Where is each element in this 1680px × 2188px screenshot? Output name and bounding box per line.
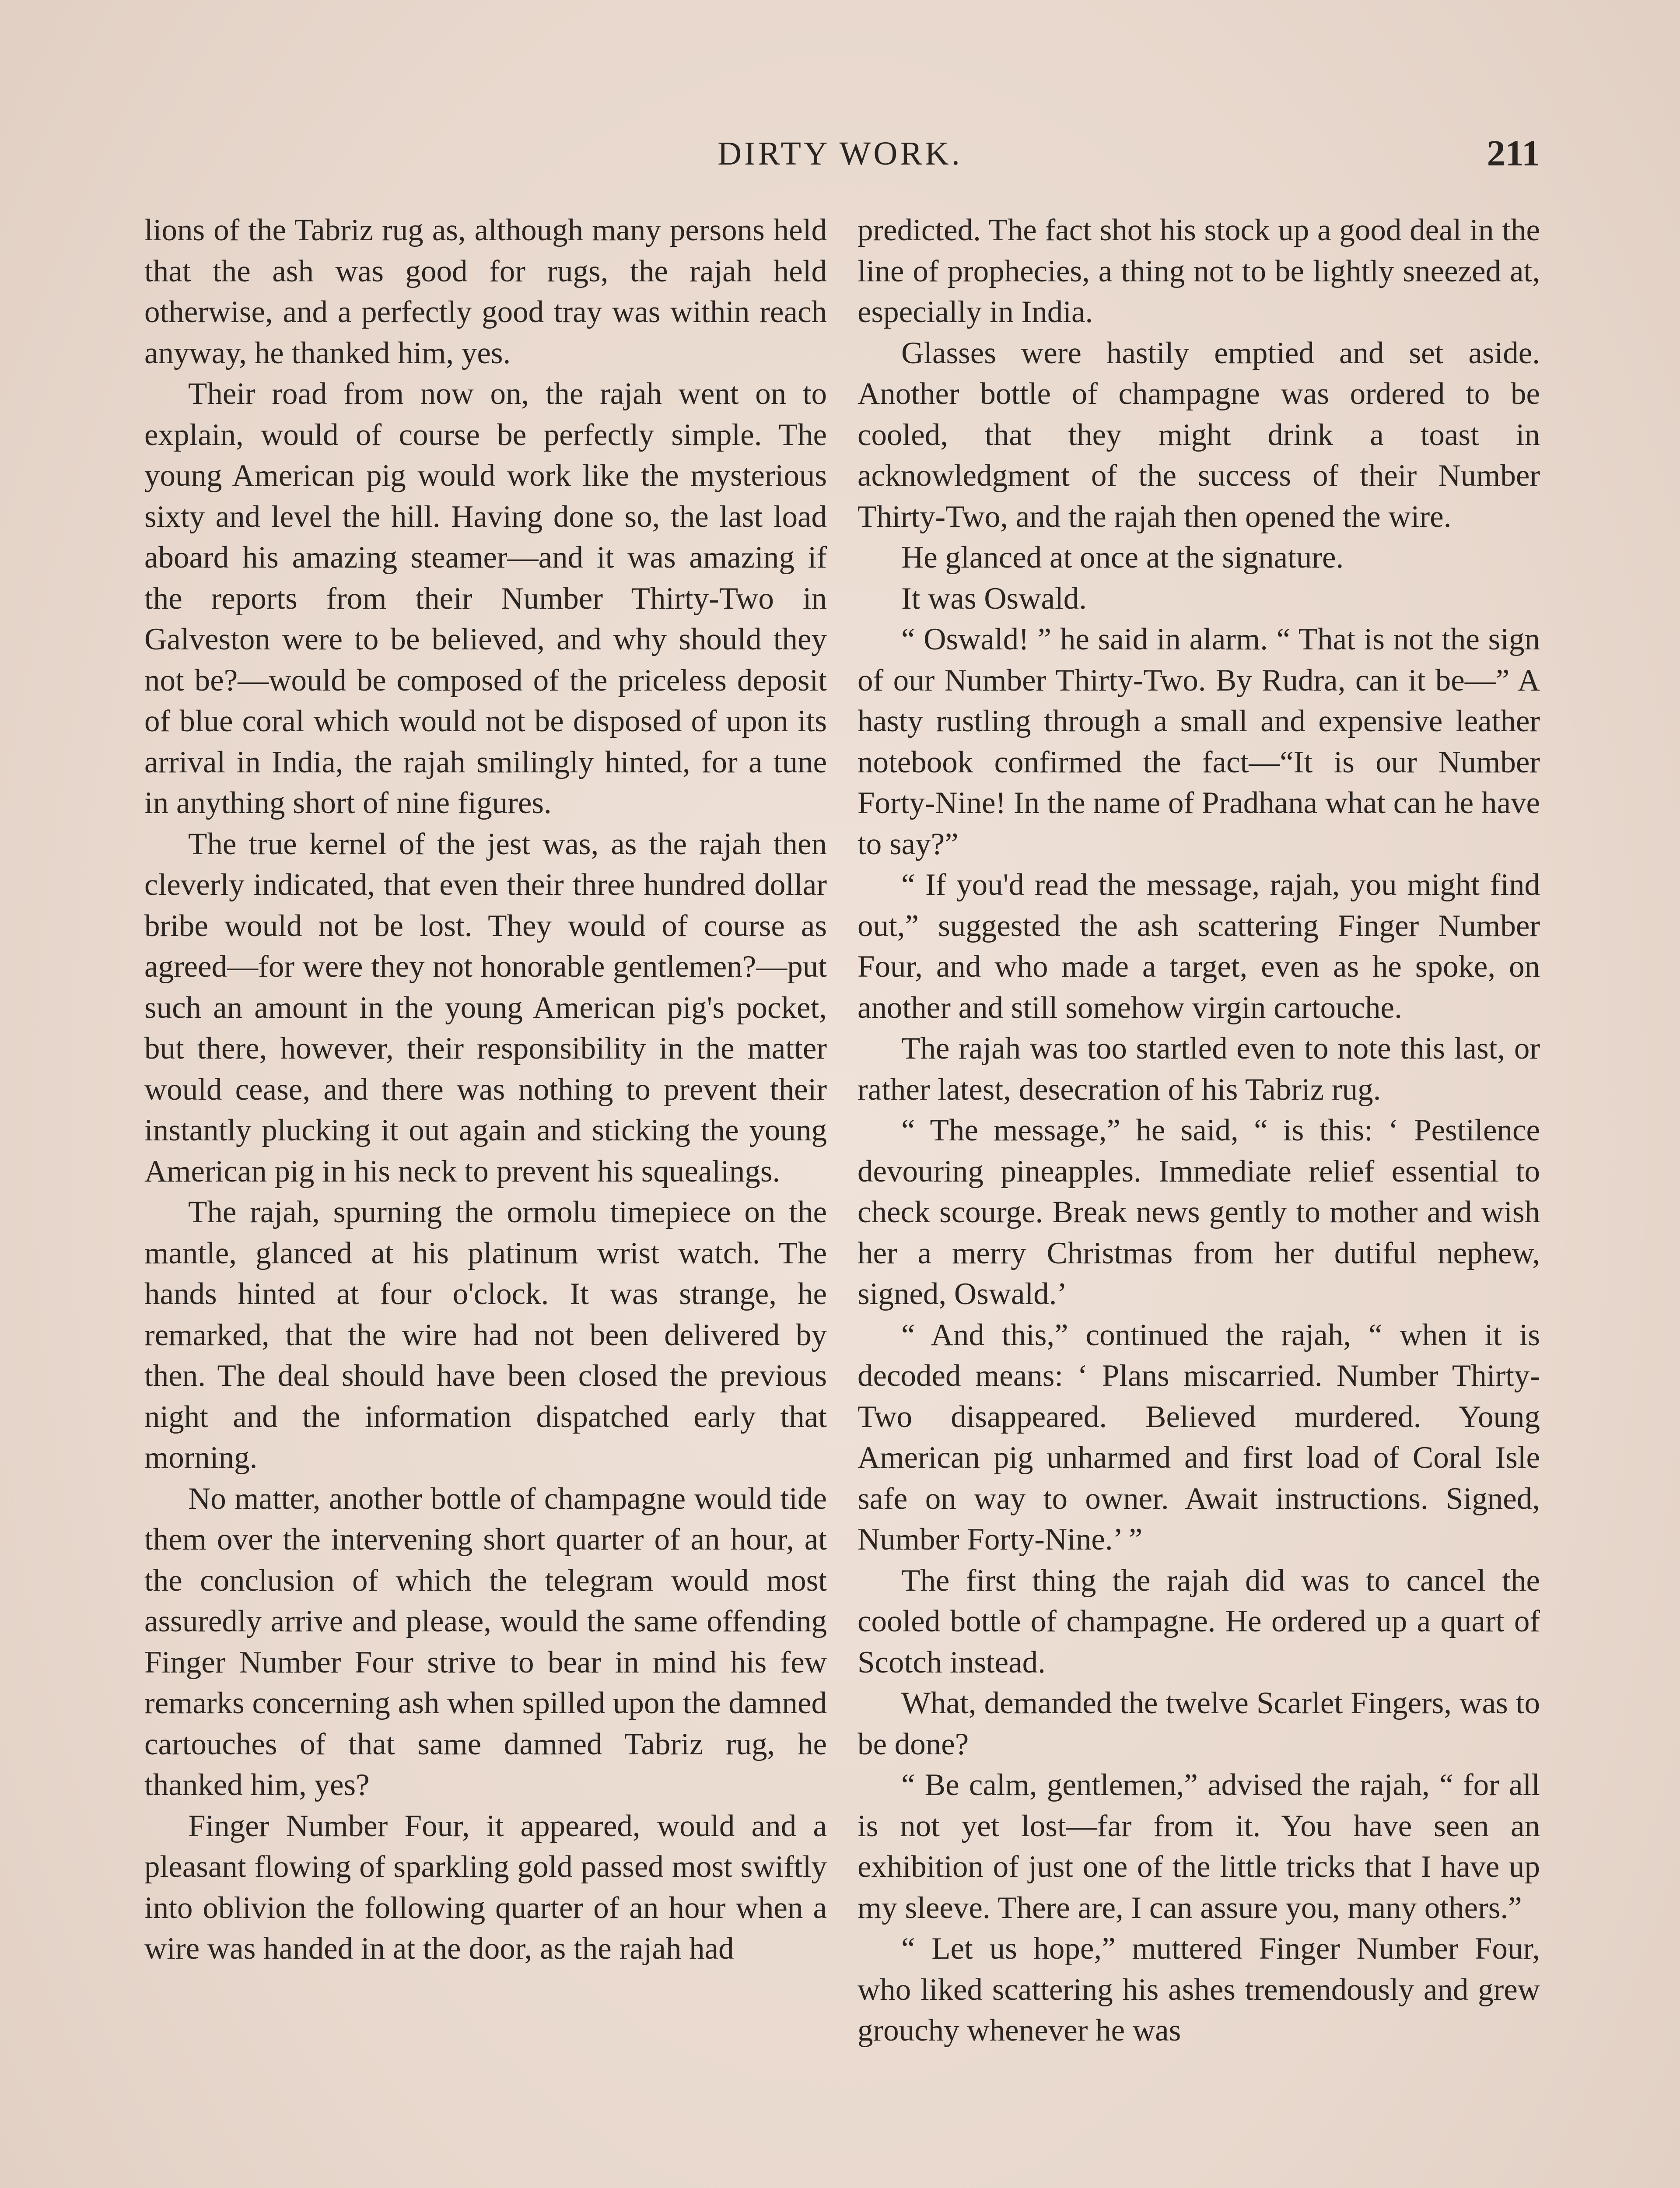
page-header xyxy=(140,130,1540,178)
paragraph: Their road from now on, the rajah went on to explain, would of course be perfectly simple. The young American pig would work like the mysterious sixty and level the hill. Having done so, the last load aboard his amazing steamer—and it was amazing if the reports from their Number Thirty-Two in Galveston were to be believed, and why should they not be?—would be composed of the priceless deposit of blue coral which would not be disposed of upon its arrival in India, the rajah smilingly hinted, for a tune in anything short of nine figures. xyxy=(144,377,827,820)
paragraph: What, demanded the twelve Scarlet Fingers, was to be done? xyxy=(858,1686,1540,1761)
paragraph: “ And this,” continued the rajah, “ when it is decoded means: ‘ Plans miscarried. Number Thirty-Two disappeared. Believed murdered. Young American pig unharmed and first load of Coral Isle safe on way to owner. Await instructions. Signed, Number Forty-Nine.’ ” xyxy=(858,1318,1540,1557)
paragraph: “ If you'd read the message, rajah, you might find out,” suggested the ash scattering Finger Number Four, and who made a target, even as he spoke, on another and still somehow virgin cartouche. xyxy=(858,868,1540,1025)
paragraph: The true kernel of the jest was, as the rajah then cleverly indicated, that even their three hundred dollar bribe would not be lost. They would of course as agreed—for were they not honorable gentlemen?—put such an amount in the young American pig's pocket, but there, however, their responsibility in the matter would cease, and there was nothing to prevent their instantly plucking it out again and sticking the young American pig in his neck to prevent his squealings. xyxy=(144,827,827,1189)
paragraph: It was Oswald. xyxy=(901,581,1087,616)
left-column xyxy=(144,210,827,2188)
page-number: 211 xyxy=(1487,133,1540,174)
paragraph: “ Oswald! ” he said in alarm. “ That is not the sign of our Number Thirty-Two. By Rudra, can it be—” A hasty rustling through a small and expensive leather notebook confirmed the fact—“It is our Number Forty-Nine! In the name of Pradhana what can he have to say?” xyxy=(858,622,1540,861)
paragraph: lions of the Tabriz rug as, although many persons held that the ash was good for rugs, the rajah held otherwise, and a perfectly good tray was within reach anyway, he thanked him, yes. xyxy=(144,213,827,370)
paragraph: The first thing the rajah did was to cancel the cooled bottle of champagne. He ordered up a quart of Scotch instead. xyxy=(858,1563,1540,1680)
paragraph: “ Be calm, gentlemen,” advised the rajah, “ for all is not yet lost—far from it. You have seen an exhibition of just one of the little tricks that I have up my sleeve. There are, I can assure you, many others.” xyxy=(858,1768,1540,1925)
paragraph: “ Let us hope,” muttered Finger Number Four, who liked scattering his ashes tremendously and grew grouchy whenever he was xyxy=(858,1932,1540,2048)
paragraph: He glanced at once at the signature. xyxy=(901,540,1344,575)
paragraph: “ The message,” he said, “ is this: ‘ Pestilence devouring pineapples. Immediate relief essential to check scourge. Break news gently to mother and wish her a merry Christmas from her dutiful nephew, signed, Oswald.’ xyxy=(858,1113,1540,1311)
paragraph: predicted. The fact shot his stock up a good deal in the line of prophecies, a thing not to be lightly sneezed at, especially in India. xyxy=(858,213,1540,329)
paragraph: The rajah, spurning the ormolu timepiece on the mantle, glanced at his platinum wrist watch. The hands hinted at four o'clock. It was strange, he remarked, that the wire had not been delivered by then. The deal should have been closed the previous night and the information dispatched early that morning. xyxy=(144,1195,827,1475)
paragraph: No matter, another bottle of champagne would tide them over the intervening short quarter of an hour, at the conclusion of which the telegram would most assuredly arrive and please, would the same offending Finger Number Four strive to bear in mind his few remarks concerning ash when spilled upon the damned cartouches of that same damned Tabriz rug, he thanked him, yes? xyxy=(144,1481,827,1802)
paragraph: Finger Number Four, it appeared, would and a pleasant flowing of sparkling gold passed most swiftly into oblivion the following quarter of an hour when a wire was handed in at the door, as the rajah had xyxy=(144,1809,827,1966)
right-column xyxy=(858,210,1540,2188)
paragraph: The rajah was too startled even to note this last, or rather latest, desecration of his Tabriz rug. xyxy=(858,1031,1540,1107)
running-title: DIRTY WORK. xyxy=(718,135,962,172)
paragraph: Glasses were hastily emptied and set aside. Another bottle of champagne was ordered to be cooled, that they might drink a toast in acknowledgment of the success of their Number Thirty-Two, and the rajah then opened the wire. xyxy=(858,336,1540,534)
